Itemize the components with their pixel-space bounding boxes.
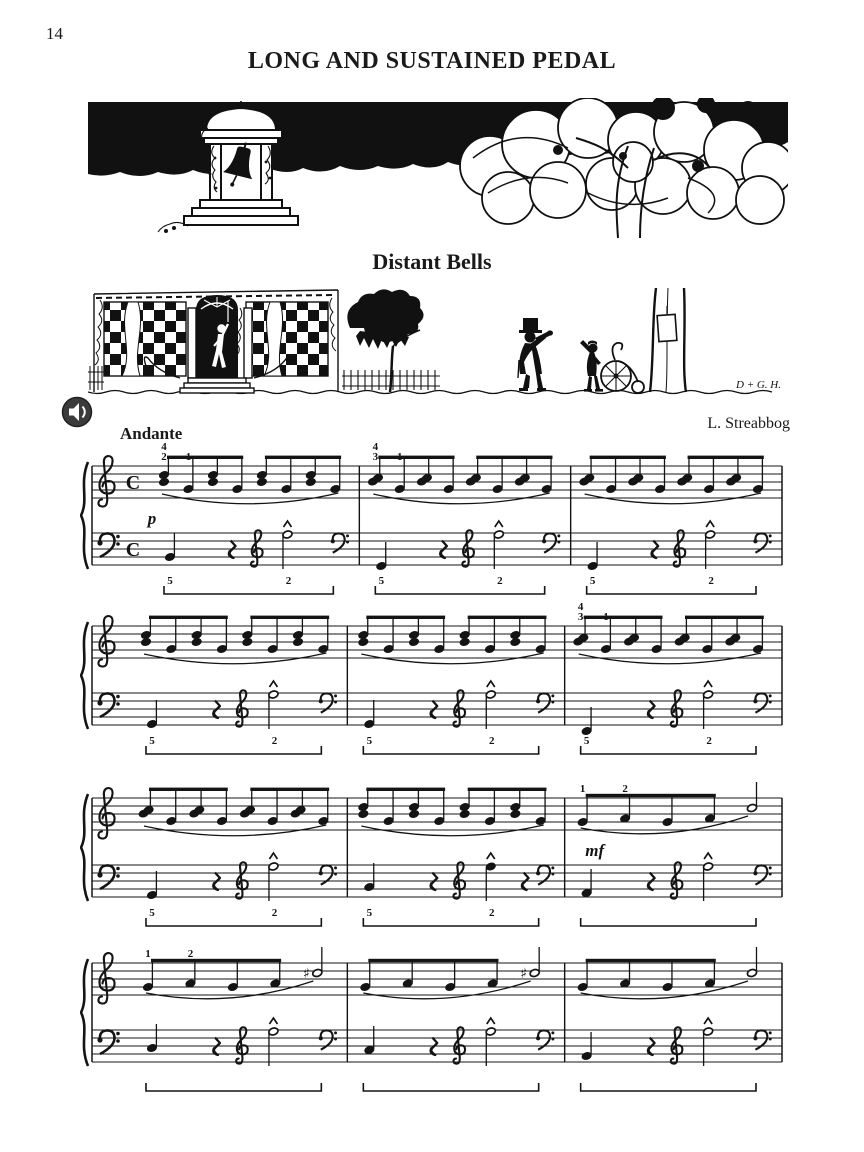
svg-text:2: 2	[497, 575, 503, 587]
svg-text:2: 2	[489, 735, 495, 747]
svg-text:4: 4	[161, 441, 167, 453]
svg-text:4: 4	[577, 601, 584, 613]
tempo-marking: Andante	[120, 424, 183, 443]
svg-text:♯: ♯	[520, 966, 528, 982]
doorway	[196, 295, 238, 378]
svg-text:mf: mf	[585, 841, 605, 860]
svg-text:5: 5	[366, 907, 373, 919]
svg-text:C: C	[125, 472, 141, 494]
svg-text:2: 2	[271, 907, 278, 919]
svg-text:3: 3	[372, 451, 379, 463]
svg-text:2: 2	[187, 948, 194, 960]
artist-signature: D + G. H.	[736, 379, 782, 391]
music-notation	[80, 935, 792, 1107]
music-system-3	[80, 770, 792, 942]
svg-text:5: 5	[589, 575, 596, 587]
svg-text:2: 2	[489, 907, 495, 919]
svg-text:1: 1	[603, 611, 609, 623]
composer-credit: L. Streabbog	[707, 415, 790, 432]
illustration-bell-tower	[88, 98, 788, 250]
child	[580, 340, 603, 392]
svg-text:1: 1	[185, 451, 192, 463]
penny-farthing-bicycle	[601, 343, 644, 393]
horn-player	[518, 318, 553, 391]
svg-text:1: 1	[145, 948, 151, 960]
svg-text:5: 5	[167, 575, 173, 587]
svg-text:2: 2	[161, 451, 167, 463]
svg-text:1: 1	[397, 451, 403, 463]
illustration-house-scene	[88, 288, 788, 404]
music-system-2	[80, 598, 792, 770]
svg-text:5: 5	[583, 735, 590, 747]
svg-text:♯: ♯	[302, 966, 310, 982]
music-system-4	[80, 935, 792, 1107]
speaker-icon[interactable]	[60, 395, 94, 429]
sign-on-tree	[657, 306, 677, 342]
tall-tree	[650, 288, 686, 392]
svg-text:C: C	[125, 539, 141, 561]
svg-text:5: 5	[149, 735, 155, 747]
music-notation	[80, 770, 792, 942]
music-notation	[80, 598, 792, 770]
page-number: 14	[46, 24, 63, 43]
page-title: LONG AND SUSTAINED PEDAL	[247, 48, 617, 74]
svg-text:2: 2	[708, 575, 714, 587]
svg-text:2: 2	[622, 783, 628, 795]
svg-text:2: 2	[285, 575, 292, 587]
svg-text:5: 5	[378, 575, 385, 587]
music-notation	[80, 438, 792, 610]
dark-tree	[347, 289, 423, 392]
fence-left	[88, 366, 104, 390]
piece-title: Distant Bells	[372, 249, 492, 274]
svg-text:2: 2	[271, 735, 278, 747]
svg-text:4: 4	[372, 441, 379, 453]
svg-text:2: 2	[706, 735, 712, 747]
sheet-music	[80, 438, 792, 1110]
svg-text:3: 3	[577, 611, 584, 623]
svg-text:p: p	[147, 509, 157, 528]
svg-text:5: 5	[366, 735, 373, 747]
music-system-1	[80, 438, 792, 610]
house	[94, 290, 338, 393]
svg-text:1: 1	[579, 783, 586, 795]
svg-text:5: 5	[149, 907, 155, 919]
